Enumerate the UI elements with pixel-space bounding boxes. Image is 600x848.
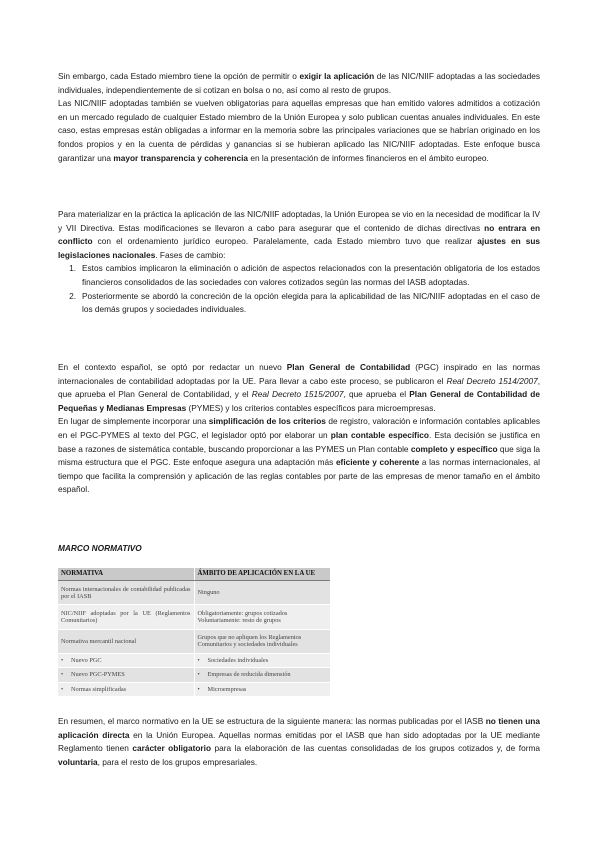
bullet-icon: • — [197, 657, 200, 665]
table-cell: Normativa mercantil nacional — [58, 629, 194, 653]
bullet-icon: • — [197, 671, 200, 679]
table-cell: Grupos que no apliquen los Reglamentos Comunitarios y sociedades individuales — [194, 629, 330, 653]
bullet-icon: • — [61, 685, 64, 693]
list-item: 2. Posteriormente se abordó la concreción de la opción elegida para la aplicabilidad de las NIC/NIIF adoptadas en el caso de los demás grupos y sociedades individuales. — [69, 290, 540, 315]
paragraph-6: En resumen, el marco normativo en la UE se estructura de la siguiente manera: las normas publicadas por el IASB no tienen una aplicación directa en la Unión Europea. Aquellas normas emitidas por el IASB que han sido adoptadas por la UE mediante Reglamento tienen carácter obligatorio para la elaboración de las cuentas consolidadas de los grupos cotizados y, de forma voluntaria, para el resto de los grupos empresariales. — [58, 716, 540, 767]
table-header-ambito: ÁMBITO DE APLICACIÓN EN LA UE — [194, 568, 330, 581]
table-cell: • Microempresas — [194, 682, 330, 696]
paragraph-3: Para materializar en la práctica la aplicación de las NIC/NIIF adoptadas, la Unión Europea se vio en la necesidad de modificar la IV y VII Directiva. Estas modificaciones se llevaron a cabo para asegurar que el contenido de dichas directivas no entrara en conflicto con el ordenamiento jurídico europeo. Paralelamente, cada Estado miembro tuvo que realizar ajustes en sus legislaciones nacionales. Fases de cambio: 1. Estos cambios implicaron la eliminación o adición de aspectos relacionados con la presentación obligatoria de los estados financieros consolidados de las sociedades con valores cotizados según las normas del IASB adoptadas. 2. Posteriormente se abordó la concreción de la opción elegida para la aplicabilidad de las NIC/NIIF adoptadas en el caso de los demás grupos y sociedades individuales. — [58, 208, 540, 317]
list-item: 1. Estos cambios implicaron la eliminación o adición de aspectos relacionados con la presentación obligatoria de los estados financieros consolidados de las sociedades con valores cotizados según las normas del IASB adoptadas. — [69, 263, 540, 287]
table-cell: • Nuevo PGC-PYMES — [58, 668, 194, 682]
normative-table — [58, 568, 330, 697]
phases-list — [58, 262, 540, 316]
table-cell: NIC/NIIF adoptadas por la UE (Reglamentos Comunitarios) — [58, 605, 194, 629]
section-title: MARCO NORMATIVO — [58, 543, 142, 553]
paragraph-1: Sin embargo, cada Estado miembro tiene la opción de permitir o exigir la aplicación de las NIC/NIIF adoptadas a las sociedades individuales, independientemente de si cotizan en bolsa o no, así como al resto de grupos. Las NIC/NIIF adoptadas también se vuelven obligatorias para aquellas empresas que han emitido valores admitidos a cotización en un mercado regulado de cualquier Estado miembro de la Unión Europea y solo publican cuentas anuales individuales. En este caso, estas empresas están obligadas a informar en la memoria sobre las principales variaciones que se habrían originado en los fondos propios y en la cuenta de pérdidas y ganancias si se hubieran aplicado las NIC/NIIF adoptadas. Este enfoque busca garantizar una mayor transparencia y coherencia en la presentación de informes financieros en el ámbito europeo. — [58, 71, 540, 163]
bullet-icon: • — [61, 657, 64, 665]
table-cell: • Empresas de reducida dimensión — [194, 668, 330, 682]
bullet-icon: • — [61, 671, 64, 679]
table-cell: • Normas simplificadas — [58, 682, 194, 696]
table-cell: • Sociedades individuales — [194, 653, 330, 667]
table-header-normativa: NORMATIVA — [58, 568, 194, 581]
table-cell: Normas internacionales de contabilidad publicadas por el IASB — [58, 581, 194, 605]
table-cell: • Nuevo PGC — [58, 653, 194, 667]
table-cell: Ninguno — [194, 581, 330, 605]
table-cell: Obligatoriamente: grupos cotizados Voluntariamente: resto de grupos — [194, 605, 330, 629]
bullet-icon: • — [197, 685, 200, 693]
paragraph-4: En el contexto español, se optó por redactar un nuevo Plan General de Contabilidad (PGC) inspirado en las normas internacionales de contabilidad adoptadas por la UE. Para llevar a cabo este proceso, se publicaron el Real Decreto 1514/2007, que aprueba el Plan General de Contabilidad, y el Real Decreto 1515/2007, que aprueba el Plan General de Contabilidad de Pequeñas y Medianas Empresas (PYMES) y los criterios contables específicos para microempresas. En lugar de simplemente incorporar una simplificación de los criterios de registro, valoración e información contables aplicables en el PGC-PYMES al texto del PGC, el legislador optó por elaborar un plan contable específico. Esta decisión se justifica en base a razones de sistemática contable, buscando proporcionar a las PYMES un Plan contable completo y específico que siga la misma estructura que el PGC. Este enfoque asegura una adaptación más eficiente y coherente a las normas internacionales, al tiempo que facilita la comprensión y aplicación de las reglas contables por parte de las empresas de menor tamaño en el ámbito español. — [58, 362, 540, 495]
